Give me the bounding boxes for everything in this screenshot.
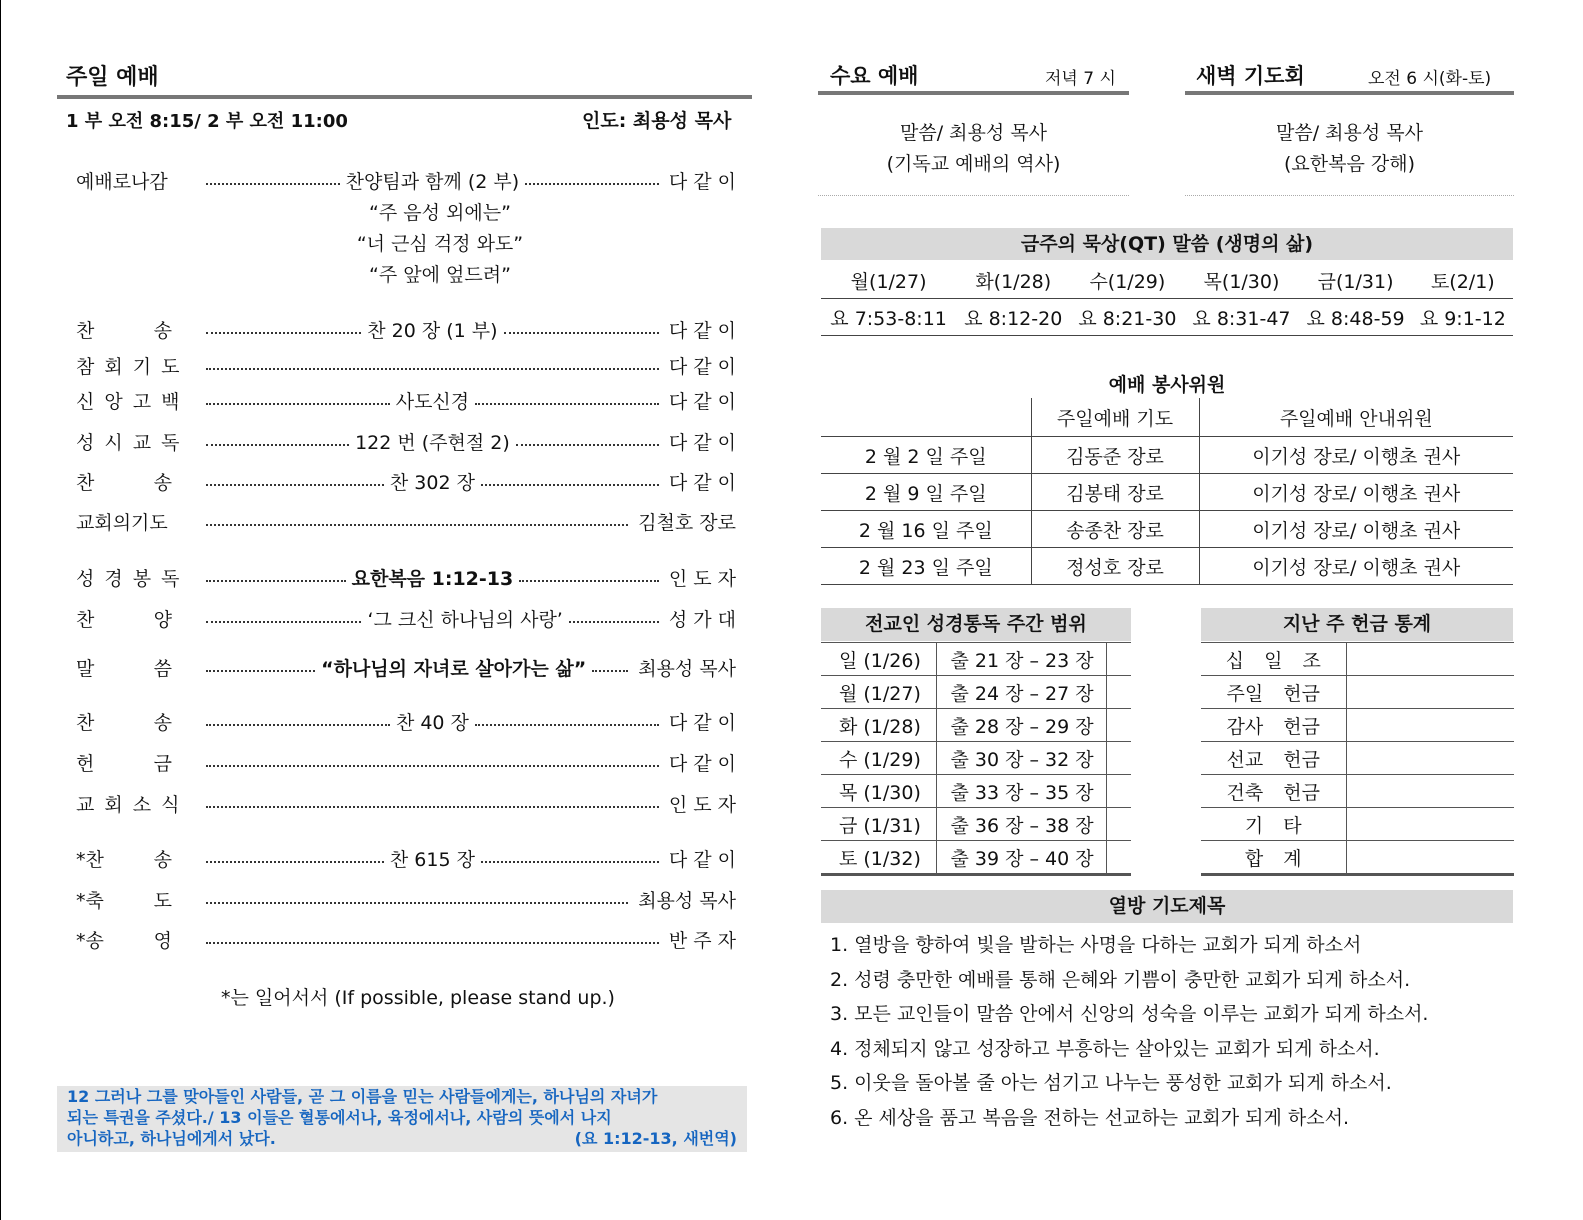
order-item-participant: 다 같 이	[668, 848, 736, 871]
offering-row	[1201, 775, 1514, 808]
order-item	[76, 352, 736, 378]
prayer-item: 1. 열방을 향하여 빛을 발하는 사명을 다하는 교회가 되게 하소서	[830, 934, 1362, 956]
order-item-leader-dots	[206, 708, 659, 735]
order-item-participant: 최용성 목사	[638, 657, 736, 680]
scripture-verse-box	[57, 1086, 747, 1152]
order-item-leader-dots	[206, 798, 659, 808]
order-item-label: *찬 송	[76, 848, 172, 871]
order-item	[76, 428, 736, 454]
prayer-item: 6. 온 세상을 품고 복음을 전하는 선교하는 교회가 되게 하소서.	[830, 1106, 1350, 1129]
praise-song: “너 근심 걱정 와도”	[356, 233, 524, 255]
verse-line: 되는 특권을 주셨다./ 13 이들은 혈통에서나, 육정에서나, 사람의 뜻에서 나지	[67, 1108, 612, 1127]
order-item-label: 찬 송	[76, 711, 172, 734]
qt-table	[821, 262, 1513, 336]
wednesday-title: 수요 예배	[830, 64, 919, 88]
reading-chapters: 출 21 장 – 23 장	[936, 643, 1106, 676]
qt-day: 수(1/29)	[1070, 262, 1184, 299]
page-left-border	[0, 0, 1, 1220]
order-item-participant: 다 같 이	[668, 431, 736, 454]
offering-category: 선교 헌금	[1201, 742, 1346, 775]
order-item-label: *축 도	[76, 889, 172, 912]
offering-amount	[1346, 709, 1514, 742]
order-item-leader-dots	[206, 934, 659, 944]
offering-row	[1201, 643, 1514, 676]
sunday-title-rule	[57, 95, 752, 99]
order-item	[76, 845, 736, 871]
order-item-label: 예배로나감	[76, 170, 168, 193]
offering-title: 지난 주 헌금 통계	[1201, 608, 1513, 641]
servers-title: 예배 봉사위원	[1108, 374, 1226, 396]
offering-row	[1201, 742, 1514, 775]
order-item	[76, 790, 736, 816]
reading-row	[821, 841, 1131, 875]
qt-day: 목(1/30)	[1184, 262, 1298, 299]
order-item	[76, 316, 736, 342]
order-item-label: 찬 양	[76, 608, 172, 631]
qt-reference: 요 8:12-20	[956, 299, 1070, 336]
reading-row	[821, 808, 1131, 841]
offering-amount	[1346, 841, 1514, 875]
order-item	[76, 926, 736, 952]
offering-row	[1201, 709, 1514, 742]
dawn-sermon	[1185, 118, 1514, 180]
order-item-leader-dots	[206, 360, 659, 370]
servers-date: 2 월 23 일 주일	[821, 548, 1031, 585]
bible-reading-table	[821, 642, 1131, 876]
order-item-label: 성 경 봉 독	[76, 567, 182, 590]
reading-row	[821, 775, 1131, 808]
order-item-participant: 다 같 이	[668, 319, 736, 342]
servers-row	[821, 437, 1513, 474]
verse-line: 아니하고, 하나님에게서 났다.	[67, 1129, 276, 1148]
wednesday-sermon	[818, 118, 1129, 180]
servers-row	[821, 511, 1513, 548]
offering-category: 기 타	[1201, 808, 1346, 841]
order-item-participant: 성 가 대	[668, 608, 736, 631]
qt-day: 화(1/28)	[956, 262, 1070, 299]
order-item-participant: 다 같 이	[668, 355, 736, 378]
order-item-label: 신 앙 고 백	[76, 390, 182, 413]
sunday-title: 주일 예배	[66, 65, 159, 90]
offering-category: 주일 헌금	[1201, 676, 1346, 709]
order-item-detail: ‘그 크신 하나님의 사랑’	[367, 608, 563, 631]
servers-row	[821, 474, 1513, 511]
dawn-title: 새벽 기도회	[1196, 64, 1305, 88]
order-item-label: 성 시 교 독	[76, 431, 182, 454]
reading-chapters: 출 24 장 – 27 장	[936, 676, 1106, 709]
order-item-participant: 반 주 자	[668, 929, 736, 952]
order-item	[76, 167, 736, 193]
servers-ushers: 이기성 장로/ 이행초 권사	[1199, 511, 1513, 548]
reading-day: 화 (1/28)	[821, 709, 936, 742]
order-item-leader-dots	[206, 516, 628, 526]
qt-day: 금(1/31)	[1299, 262, 1413, 299]
order-item-label: 교회의기도	[76, 511, 168, 534]
order-item	[76, 468, 736, 494]
dawn-topic: (요한복음 강해)	[1284, 153, 1415, 175]
order-item-detail: 찬 302 장	[389, 471, 475, 494]
order-item-label: 교 회 소 식	[76, 793, 182, 816]
order-item-detail: “하나님의 자녀로 살아가는 삶”	[321, 657, 587, 680]
order-item	[76, 508, 736, 534]
order-item-detail: 찬 615 장	[389, 848, 475, 871]
reading-blank	[1106, 643, 1131, 676]
prayer-item: 2. 성령 충만한 예배를 통해 은혜와 기쁨이 충만한 교회가 되게 하소서.	[830, 968, 1411, 991]
verse-line: 12 그러나 그를 맞아들인 사람들, 곧 그 이름을 믿는 사람들에게는, 하나님의 자녀가	[67, 1087, 658, 1106]
servers-date: 2 월 2 일 주일	[821, 437, 1031, 474]
offering-amount	[1346, 643, 1514, 676]
reading-day: 토 (1/32)	[821, 841, 936, 875]
order-item-label: 헌 금	[76, 752, 172, 775]
order-item-detail: 사도신경	[395, 390, 470, 413]
wednesday-time: 저녁 7 시	[1045, 69, 1116, 89]
offering-amount	[1346, 775, 1514, 808]
qt-day: 토(2/1)	[1413, 262, 1513, 299]
order-item-label: 찬 송	[76, 471, 172, 494]
prayer-item: 4. 정체되지 않고 성장하고 부흥하는 살아있는 교회가 되게 하소서.	[830, 1037, 1380, 1060]
order-item-leader-dots	[206, 387, 659, 414]
offering-amount	[1346, 742, 1514, 775]
order-item-leader-dots	[206, 316, 659, 343]
order-item-participant: 김철호 장로	[638, 511, 736, 534]
qt-reference: 요 8:21-30	[1070, 299, 1184, 336]
reading-chapters: 출 30 장 – 32 장	[936, 742, 1106, 775]
order-item-leader-dots	[206, 605, 659, 632]
reading-day: 월 (1/27)	[821, 676, 936, 709]
order-item-detail: 찬양팀과 함께 (2 부)	[345, 170, 520, 193]
reading-row	[821, 643, 1131, 676]
wednesday-rule	[818, 91, 1129, 95]
order-item-leader-dots	[206, 845, 659, 872]
order-item-label: 말 씀	[76, 657, 172, 680]
servers-ushers: 이기성 장로/ 이행초 권사	[1199, 548, 1513, 585]
reading-blank	[1106, 709, 1131, 742]
offering-row	[1201, 841, 1514, 875]
order-item-label: 참 회 기 도	[76, 355, 182, 378]
servers-row	[821, 548, 1513, 585]
dawn-rule	[1185, 91, 1514, 95]
reading-blank	[1106, 676, 1131, 709]
order-item-label: 찬 송	[76, 319, 172, 342]
offering-table	[1201, 642, 1514, 876]
order-item	[76, 387, 736, 413]
order-item-leader-dots	[206, 654, 628, 681]
reading-row	[821, 742, 1131, 775]
order-item-participant: 다 같 이	[668, 711, 736, 734]
verse-reference: (요 1:12-13, 새번역)	[574, 1129, 737, 1148]
order-item-leader-dots	[206, 468, 659, 495]
order-item-leader-dots	[206, 167, 659, 194]
reading-blank	[1106, 775, 1131, 808]
praise-song: “주 앞에 엎드려”	[369, 264, 511, 286]
order-item-participant: 다 같 이	[668, 390, 736, 413]
servers-prayer: 김동준 장로	[1031, 437, 1199, 474]
bible-reading-title: 전교인 성경통독 주간 범위	[821, 608, 1131, 641]
reading-chapters: 출 36 장 – 38 장	[936, 808, 1106, 841]
order-item	[76, 749, 736, 775]
reading-day: 목 (1/30)	[821, 775, 936, 808]
order-item-leader-dots	[206, 894, 628, 904]
qt-reference: 요 8:31-47	[1184, 299, 1298, 336]
reading-day: 수 (1/29)	[821, 742, 936, 775]
reading-day: 일 (1/26)	[821, 643, 936, 676]
reading-blank	[1106, 742, 1131, 775]
servers-prayer: 송종찬 장로	[1031, 511, 1199, 548]
qt-title: 금주의 묵상(QT) 말씀 (생명의 삶)	[821, 228, 1513, 260]
prayer-item: 3. 모든 교인들이 말씀 안에서 신앙의 성숙을 이루는 교회가 되게 하소서.	[830, 1003, 1429, 1025]
order-item-detail: 요한복음 1:12-13	[351, 567, 514, 590]
wednesday-preacher: 말씀/ 최용성 목사	[900, 122, 1047, 144]
order-item-leader-dots	[206, 564, 659, 591]
reading-row	[821, 709, 1131, 742]
order-item	[76, 605, 736, 631]
order-item	[76, 708, 736, 734]
servers-ushers: 이기성 장로/ 이행초 권사	[1199, 437, 1513, 474]
servers-prayer: 정성호 장로	[1031, 548, 1199, 585]
servers-date: 2 월 16 일 주일	[821, 511, 1031, 548]
order-item-detail: 찬 40 장	[395, 711, 469, 734]
order-item-participant: 인 도 자	[668, 567, 736, 590]
order-item-detail: 122 번 (주현절 2)	[355, 431, 510, 454]
servers-date: 2 월 9 일 주일	[821, 474, 1031, 511]
offering-category: 십 일 조	[1201, 643, 1346, 676]
qt-reference: 요 7:53-8:11	[821, 299, 956, 336]
offering-row	[1201, 676, 1514, 709]
order-item	[76, 564, 736, 590]
qt-reference: 요 9:1-12	[1413, 299, 1513, 336]
reading-chapters: 출 33 장 – 35 장	[936, 775, 1106, 808]
servers-table	[821, 398, 1513, 585]
offering-category: 감사 헌금	[1201, 709, 1346, 742]
order-item	[76, 886, 736, 912]
order-item-participant: 다 같 이	[668, 170, 736, 193]
reading-day: 금 (1/31)	[821, 808, 936, 841]
servers-ushers: 이기성 장로/ 이행초 권사	[1199, 474, 1513, 511]
offering-category: 합 계	[1201, 841, 1346, 875]
reading-blank	[1106, 841, 1131, 875]
dawn-time: 오전 6 시(화-토)	[1368, 69, 1492, 89]
servers-header-prayer: 주일예배 기도	[1031, 398, 1199, 437]
praise-song: “주 음성 외에는”	[369, 202, 511, 224]
reading-chapters: 출 39 장 – 40 장	[936, 841, 1106, 875]
order-item	[76, 654, 736, 680]
dawn-preacher: 말씀/ 최용성 목사	[1276, 122, 1423, 144]
order-item-participant: 다 같 이	[668, 471, 736, 494]
prayer-title: 열방 기도제목	[821, 890, 1513, 923]
order-item-leader-dots	[206, 757, 659, 767]
order-item-detail: 찬 20 장 (1 부)	[367, 319, 498, 342]
wednesday-topic: (기독교 예배의 역사)	[886, 153, 1061, 175]
service-times: 1 부 오전 8:15/ 2 부 오전 11:00	[66, 111, 348, 132]
stand-note: *는 일어서서 (If possible, please stand up.)	[221, 987, 615, 1009]
servers-header-ushers: 주일예배 안내위원	[1199, 398, 1513, 437]
reading-blank	[1106, 808, 1131, 841]
servers-prayer: 김봉태 장로	[1031, 474, 1199, 511]
servers-header-blank	[821, 398, 1031, 437]
order-item-participant: 인 도 자	[668, 793, 736, 816]
order-item-leader-dots	[206, 428, 659, 455]
offering-category: 건축 헌금	[1201, 775, 1346, 808]
service-leader: 인도: 최용성 목사	[582, 110, 732, 132]
dawn-divider	[1185, 195, 1514, 196]
order-item-label: *송 영	[76, 929, 172, 952]
order-item-participant: 다 같 이	[668, 752, 736, 775]
qt-day: 월(1/27)	[821, 262, 956, 299]
qt-reference: 요 8:48-59	[1299, 299, 1413, 336]
wednesday-divider	[818, 195, 1129, 196]
offering-row	[1201, 808, 1514, 841]
praise-song-list	[300, 198, 580, 291]
prayer-item: 5. 이웃을 돌아볼 줄 아는 섬기고 나누는 풍성한 교회가 되게 하소서.	[830, 1072, 1392, 1094]
order-item-participant: 최용성 목사	[638, 889, 736, 912]
reading-chapters: 출 28 장 – 29 장	[936, 709, 1106, 742]
reading-row	[821, 676, 1131, 709]
offering-amount	[1346, 808, 1514, 841]
offering-amount	[1346, 676, 1514, 709]
